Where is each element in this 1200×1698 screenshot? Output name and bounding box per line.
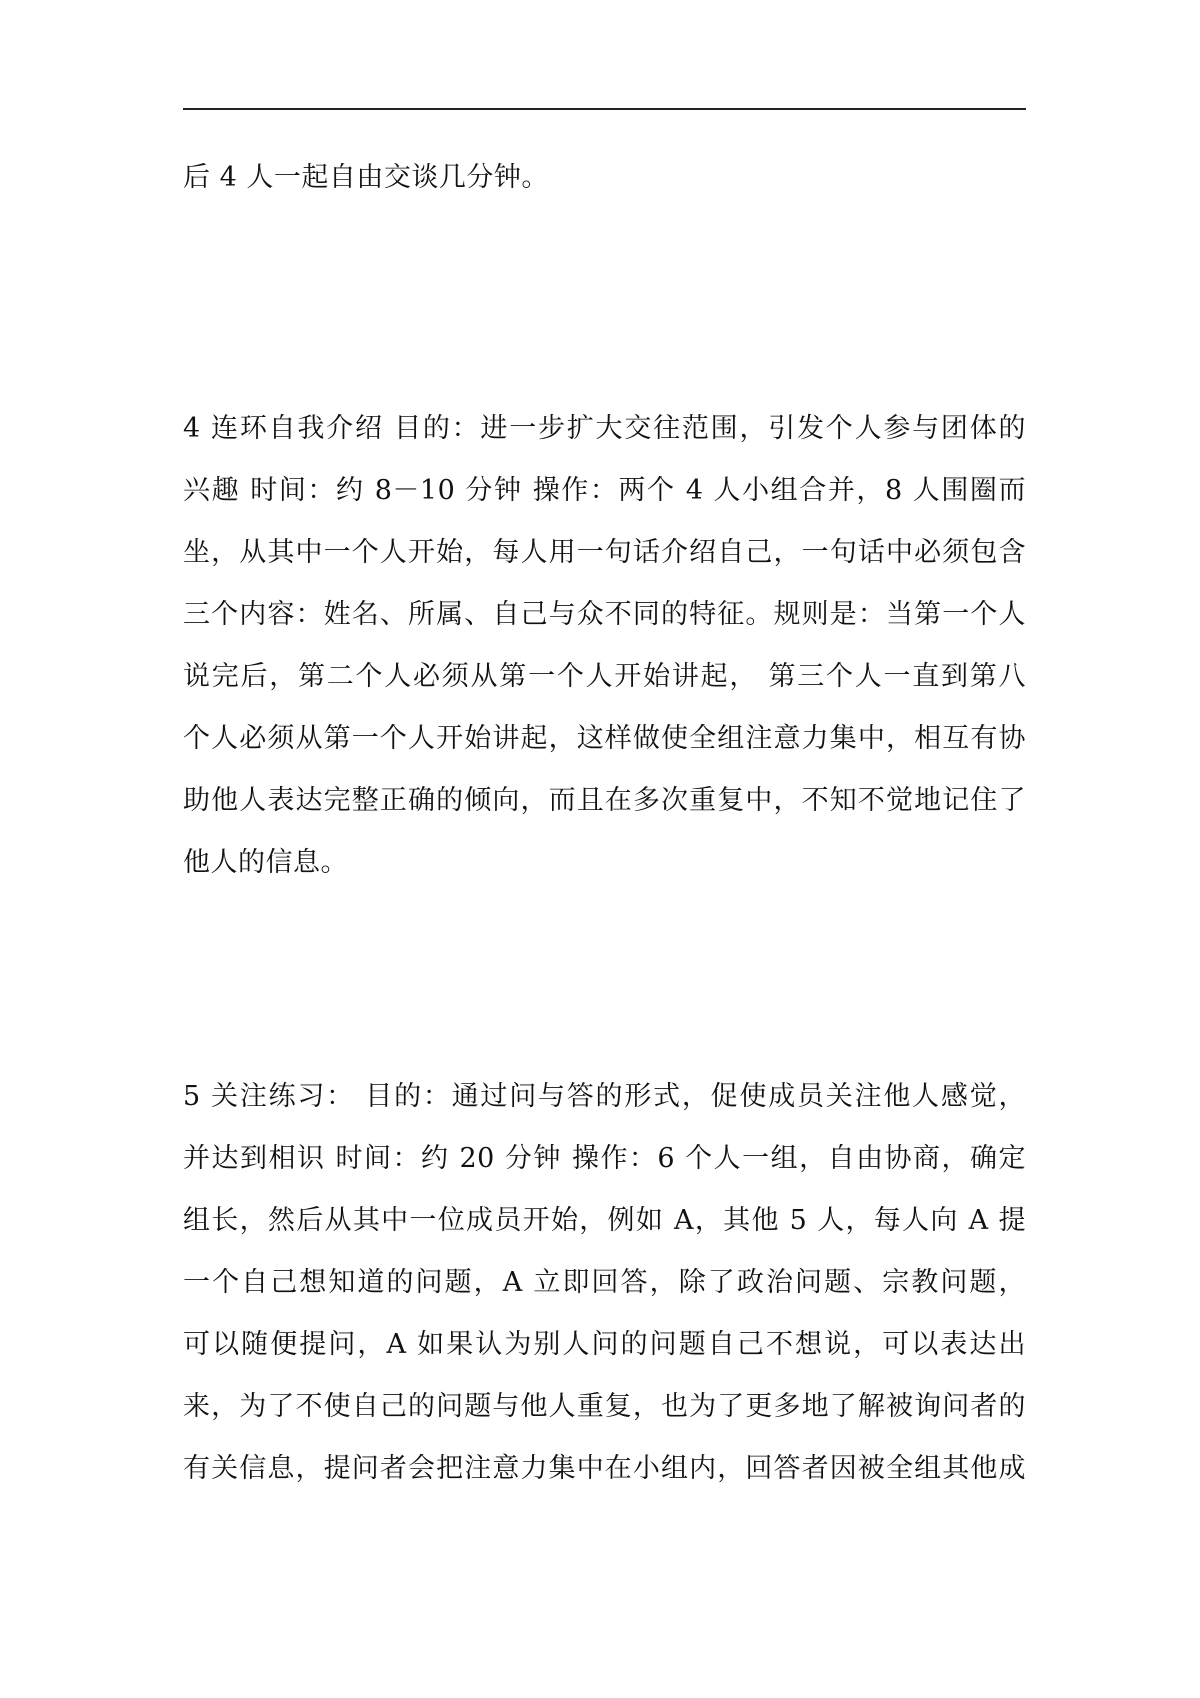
text-line: 坐，从其中一个人开始，每人用一句话介绍自己，一句话中必须包含 [183,537,1026,568]
text-line: 组长，然后从其中一位成员开始，例如 A，其他 5 人，每人向 A 提 [183,1205,1026,1236]
text-line: 三个内容：姓名、所属、自己与众不同的特征。规则是：当第一个人 [183,599,1026,630]
paragraph-section-5 [183,1066,1026,1500]
text-line: 说完后，第二个人必须从第一个人开始讲起， 第三个人一直到第八 [183,661,1026,692]
text-line: 有关信息，提问者会把注意力集中在小组内，回答者因被全组其他成 [183,1453,1026,1484]
text-line: 兴趣 时间：约 8－10 分钟 操作：两个 4 人小组合并，8 人围圈而 [183,475,1026,506]
text-line: 后 4 人一起自由交谈几分钟。 [183,162,549,193]
text-line: 一个自己想知道的问题，A 立即回答，除了政治问题、宗教问题， [183,1267,1026,1298]
text-line: 他人的信息。 [183,847,348,878]
paragraph-section-4 [183,398,1026,894]
text-line: 可以随便提问，A 如果认为别人问的问题自己不想说，可以表达出 [183,1329,1026,1360]
paragraph-continuation [183,147,1026,209]
text-line: 5 关注练习： 目的：通过问与答的形式，促使成员关注他人感觉， [183,1081,1026,1112]
text-line: 个人必须从第一个人开始讲起，这样做使全组注意力集中，相互有协 [183,723,1026,754]
text-line: 并达到相识 时间：约 20 分钟 操作：6 个人一组，自由协商，确定 [183,1143,1026,1174]
text-line: 4 连环自我介绍 目的：进一步扩大交往范围，引发个人参与团体的 [183,413,1026,444]
text-line: 来，为了不使自己的问题与他人重复，也为了更多地了解被询问者的 [183,1391,1026,1422]
text-line: 助他人表达完整正确的倾向，而且在多次重复中，不知不觉地记住了 [183,785,1026,816]
header-rule [183,108,1026,110]
